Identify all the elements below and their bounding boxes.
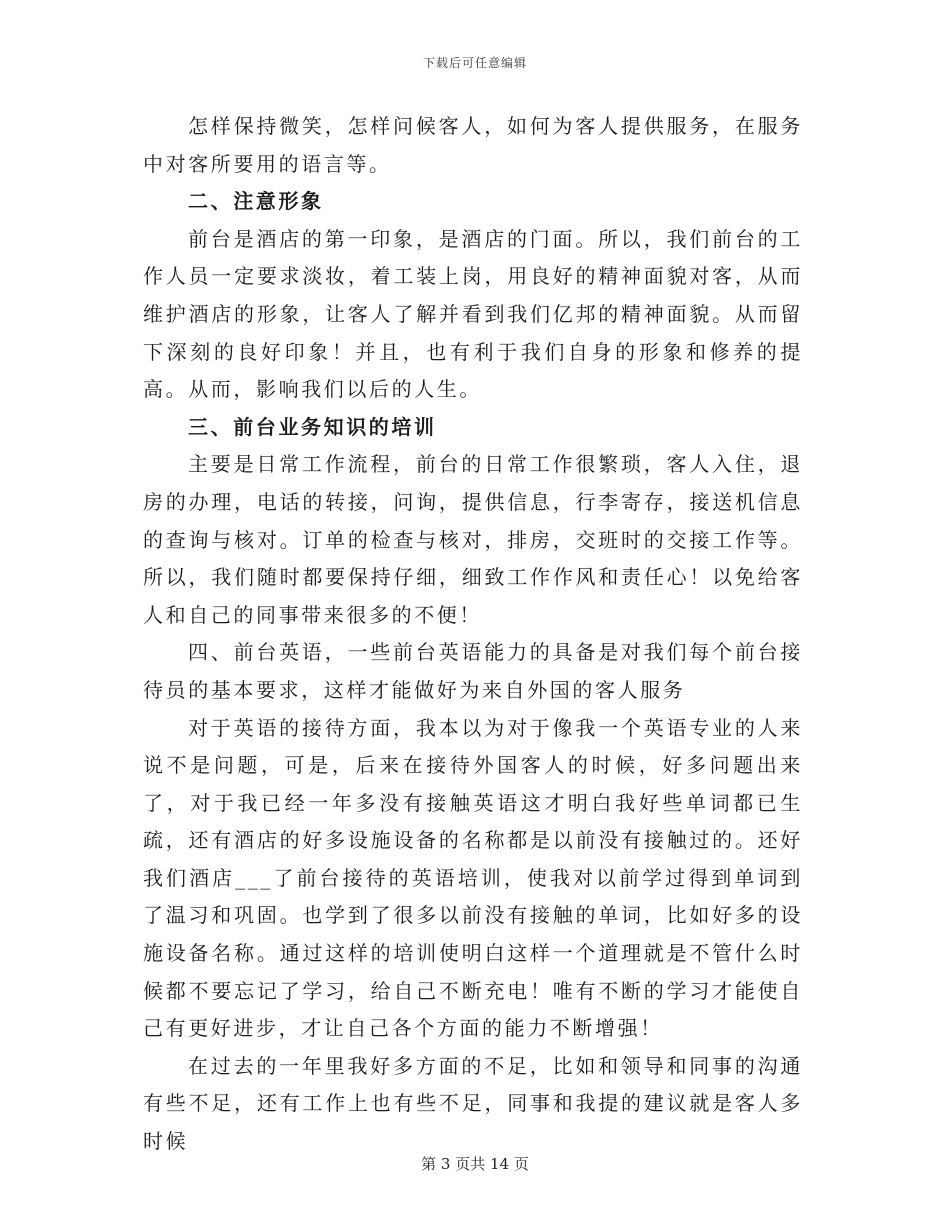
page-footer: 第 3 页共 14 页: [421, 1155, 529, 1173]
paragraph-english: 对于英语的接待方面，我本以为对于像我一个英语专业的人来说不是问题，可是，后来在接待外国客人的时候，好多问题出来了，对于我已经一年多没有接触英语这才明白我好些单词都已生疏，还有酒店的好多设施设备的名称都是以前没有接触过的。还好我们酒店___了前台接待的英语培训，使我对以前学过得到单词到了温习和巩固。也学到了很多以前没有接触的单词，比如好多的设施设备名称。通过这样的培训使明白这样一个道理就是不管什么时候都不要忘记了学习，给自己不断充电！唯有不断的学习才能使自己有更好进步，才让自己各个方面的能力不断增强！: [143, 715, 803, 1041]
document-body: [143, 108, 803, 1161]
page-header: 下载后可任意编辑: [422, 56, 527, 70]
section-heading-training: 三、前台业务知识的培训: [188, 414, 437, 439]
section-heading-image: 二、注意形象: [188, 189, 324, 214]
paragraph-training: 主要是日常工作流程，前台的日常工作很繁琐，客人入住，退房的办理，电话的转接，问询，提供信息，行李寄存，接送机信息的查询与核对。订单的检查与核对，排房，交班时的交接工作等。所以，我们随时都要保持仔细，细致工作作风和责任心！以免给客人和自己的同事带来很多的不便！: [143, 452, 803, 627]
paragraph-intro: 怎样保持微笑，怎样问候客人，如何为客人提供服务，在服务中对客所要用的语言等。: [143, 114, 803, 176]
paragraph-image: 前台是酒店的第一印象，是酒店的门面。所以，我们前台的工作人员一定要求淡妆，着工装上岗，用良好的精神面貌对客，从而维护酒店的形象，让客人了解并看到我们亿邦的精神面貌。从而留下深刻的良好印象！并且，也有利于我们自身的形象和修养的提高。从而，影响我们以后的人生。: [143, 226, 803, 402]
paragraph-shortcomings: 在过去的一年里我好多方面的不足，比如和领导和同事的沟通有些不足，还有工作上也有些不足，同事和我提的建议就是客人多时候: [143, 1053, 803, 1154]
paragraph-english-intro: 四、前台英语，一些前台英语能力的具备是对我们每个前台接待员的基本要求，这样才能做好为来自外国的客人服务: [143, 640, 803, 702]
